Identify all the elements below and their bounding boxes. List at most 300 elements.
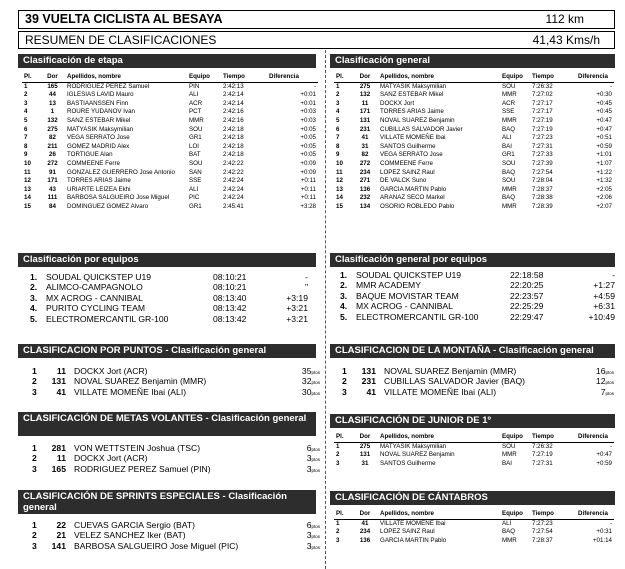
points-value: 3 [306, 530, 312, 541]
rider-name: MATYASIK Maksymilian [380, 82, 447, 90]
time: 7:26:32 [532, 82, 553, 90]
rank: 1 [24, 82, 28, 90]
rank: 1. [30, 272, 38, 282]
bib: 234 [359, 168, 371, 176]
rider-name: NOVAL SUAREZ Benjamin [380, 451, 455, 459]
difference: +0:45 [596, 108, 612, 116]
time: 2:45:41 [223, 202, 244, 210]
team-code: ALI [502, 519, 512, 527]
list-item [340, 301, 615, 311]
difference: +6:31 [593, 301, 615, 312]
time: 2:42:14 [223, 91, 244, 99]
points-unit: ptos [605, 370, 614, 375]
general-table [334, 73, 614, 212]
time: 7:27:54 [532, 168, 553, 176]
list-item [32, 366, 320, 376]
difference: +0:11 [300, 185, 316, 193]
points-unit: ptos [311, 524, 320, 529]
points [307, 541, 320, 553]
bib: 275 [359, 442, 371, 450]
rank: 14 [336, 194, 343, 202]
rank: 4. [30, 303, 38, 314]
bib: 11 [56, 453, 66, 464]
table-row [334, 186, 614, 195]
list-item [30, 282, 320, 292]
rank: 1 [32, 366, 37, 376]
difference: +0:05 [300, 134, 316, 142]
bib: 165 [51, 463, 66, 474]
time: 7:26:32 [532, 442, 553, 450]
time: 7:27:19 [532, 116, 553, 124]
list-item [340, 280, 615, 290]
table-row [22, 82, 318, 91]
difference: - [313, 82, 316, 90]
rank: 10 [336, 159, 343, 167]
bib: 136 [359, 185, 371, 193]
time: 7:27:54 [532, 528, 553, 536]
rider-name: MATYASIK Maksymilian [380, 442, 447, 450]
difference: +01:14 [592, 536, 612, 544]
bib: 22 [56, 520, 66, 530]
difference: +0:11 [300, 194, 316, 202]
points-unit: ptos [311, 380, 320, 386]
rank: 15 [24, 202, 31, 210]
rider-name: GARCIA MARTIN Pablo [380, 185, 447, 193]
col-diff: Diferencia [578, 73, 608, 80]
time: 7:27:31 [532, 142, 553, 150]
table-row [334, 442, 614, 451]
bib: 31 [361, 459, 369, 467]
difference: +1:32 [596, 177, 612, 185]
rank: 3 [336, 536, 340, 544]
bib: 1 [50, 108, 55, 116]
table-row [334, 194, 614, 203]
list-item [32, 376, 320, 386]
time: 2:42:18 [223, 151, 244, 159]
points [307, 464, 320, 476]
table-header-row [334, 73, 614, 82]
section-teams-general: Clasificación general por equipos [330, 253, 615, 267]
bib: 136 [359, 536, 371, 544]
col-team: Equipo [502, 73, 523, 80]
rank: 2. [30, 282, 38, 293]
table-row [22, 117, 318, 126]
rider-name: TORTIGUE Alan [67, 151, 113, 159]
bib: 232 [359, 194, 371, 202]
rider-name: GARCIA MARTIN Pablo [380, 536, 447, 544]
team-code: LOI [189, 142, 199, 150]
rider-name: CUBILLAS SALVADOR Javier [380, 125, 463, 133]
rank: 1 [336, 519, 340, 527]
time: 2:42:18 [223, 125, 244, 133]
col-time: Tiempo [223, 73, 245, 80]
team-name: PURITO CYCLING TEAM [46, 303, 146, 314]
difference: +4:59 [593, 290, 615, 301]
race-title: 39 VUELTA CICLISTA AL BESAYA [25, 12, 223, 26]
junior-table [334, 433, 614, 468]
team-code: ALI [189, 91, 199, 99]
table-row [334, 134, 614, 143]
rank: 2 [342, 376, 347, 387]
rider-name: BARBOSA SALGUEIRO Jose Miguel [67, 194, 170, 202]
rank: 2 [32, 453, 37, 464]
col-team: Equipo [502, 433, 523, 440]
bib: 165 [47, 82, 58, 90]
time: 7:27:19 [532, 451, 553, 459]
table-row [22, 134, 318, 143]
difference: +2:06 [596, 194, 612, 202]
team-code: SOU [502, 442, 516, 450]
rider-name: VON WETTSTEIN Joshua (TSC) [74, 443, 201, 453]
table-header-row [334, 433, 614, 442]
time: 7:28:38 [532, 194, 553, 202]
rank: 5 [24, 116, 28, 124]
rank: 13 [336, 185, 343, 193]
team-code: SOU [502, 159, 516, 167]
time: 7:28:04 [532, 177, 553, 185]
section-general: Clasificación general [330, 54, 615, 68]
bib: 111 [47, 194, 58, 202]
col-pl: Pl. [336, 510, 344, 517]
col-team: Equipo [189, 73, 210, 80]
team-code: BAQ [502, 125, 516, 133]
rank: 4 [24, 108, 28, 116]
rank: 15 [336, 202, 343, 210]
team-code: BAT [189, 151, 201, 159]
time: 2:42:24 [223, 185, 244, 193]
rider-name: TORRES ARIAS Jaime [67, 177, 131, 185]
time: 7:27:31 [532, 459, 553, 467]
time: 22:23:57 [510, 290, 544, 301]
teams-general-list [340, 270, 615, 322]
points-value: 30 [301, 386, 312, 397]
col-name: Apellidos, nombre [380, 73, 434, 80]
rider-name: VEGA SERRATO Jose [380, 151, 443, 159]
points-list [32, 366, 320, 397]
rank: 1. [340, 270, 348, 280]
rank: 3. [30, 292, 38, 303]
rank: 3 [336, 99, 340, 107]
list-item [342, 366, 614, 376]
col-team: Equipo [502, 510, 523, 517]
points-value: 6 [306, 520, 312, 530]
team-code: GR1 [502, 151, 515, 159]
points-value: 16 [595, 366, 606, 376]
difference: +1:27 [593, 280, 615, 291]
table-row [22, 143, 318, 152]
list-item [342, 387, 614, 397]
rider-name: NOVAL SUAREZ Benjamin (MMR) [74, 376, 207, 387]
difference: +2:07 [596, 202, 612, 210]
team-code: ACR [502, 99, 516, 107]
col-dor: Dor [47, 73, 58, 80]
bib: 141 [51, 540, 66, 551]
table-row [334, 108, 614, 117]
points-value: 3 [306, 463, 312, 474]
bib: 91 [49, 168, 56, 176]
table-row [22, 126, 318, 135]
points-value: 12 [595, 376, 606, 387]
team-code: BAI [502, 142, 512, 150]
time: 2:42:22 [223, 168, 244, 176]
time: 2:42:16 [223, 108, 244, 116]
rider-name: RODRIGUEZ PEREZ Samuel [67, 82, 150, 90]
difference: +0:30 [596, 91, 612, 99]
difference: +0:11 [300, 177, 316, 185]
rank: 2 [336, 91, 340, 99]
rider-name: URIARTE LEIZEA Ekhi [67, 185, 131, 193]
difference: +1:07 [596, 159, 612, 167]
summary-title-box [18, 31, 615, 49]
difference: +1:22 [596, 168, 612, 176]
rider-name: GOMEZ MADRID Alex [67, 142, 130, 150]
team-name: MX ACROG - CANNIBAL [356, 301, 453, 312]
time: 08:10:21 [213, 272, 247, 282]
table-row [334, 160, 614, 169]
points-unit: ptos [605, 380, 614, 386]
team-code: ACR [189, 99, 203, 107]
time: 7:27:39 [532, 159, 553, 167]
table-row [22, 108, 318, 117]
time: 22:20:25 [510, 280, 544, 291]
rank: 14 [24, 194, 31, 202]
rank: 3 [32, 386, 37, 397]
rank: 1 [32, 520, 37, 530]
team-code: SOU [502, 177, 516, 185]
difference: +0:03 [300, 116, 316, 124]
difference: +0:09 [300, 159, 316, 167]
rider-name: DOCKX Jort [380, 99, 415, 107]
time: 2:42:18 [223, 142, 244, 150]
team-name: BAQUE MOVISTAR TEAM [356, 290, 459, 301]
list-item [30, 303, 320, 313]
rider-name: DOMINGUEZ GOMEZ Alvaro [67, 202, 149, 210]
col-pl: Pl. [24, 73, 32, 80]
points [601, 387, 614, 399]
table-row [334, 203, 614, 212]
table-row [334, 451, 614, 460]
bib: 41 [361, 134, 369, 142]
table-row [22, 186, 318, 195]
list-item [30, 272, 320, 282]
team-code: GR1 [189, 202, 202, 210]
rider-name: NOVAL SUAREZ Benjamin (MMR) [384, 366, 517, 376]
rider-name: VEGA SERRATO Jose [67, 134, 130, 142]
difference: +2:05 [596, 185, 612, 193]
rider-name: SANZ ESTEBAR Mikel [380, 91, 444, 99]
rank: 4 [336, 108, 340, 116]
rank: 2 [32, 530, 37, 541]
bib: 132 [47, 116, 58, 124]
rider-name: SANTOS Guilherme [380, 459, 436, 467]
bib: 41 [366, 386, 376, 397]
difference: +0:01 [300, 91, 316, 99]
team-code: GR1 [189, 134, 202, 142]
list-item [340, 312, 615, 322]
team-code: BAQ [502, 168, 516, 176]
difference: +3:21 [286, 313, 308, 324]
section-sprints: CLASIFICACIÓN DE SPRINTS ESPECIALES - Clasificación general [18, 490, 316, 514]
table-row [22, 177, 318, 186]
points-value: 3 [306, 453, 312, 464]
time: 7:27:23 [532, 519, 553, 527]
bib: 131 [359, 451, 371, 459]
column-divider [325, 50, 326, 569]
bib: 11 [56, 366, 66, 376]
time: 22:18:58 [510, 270, 544, 280]
team-code: ALI [189, 185, 199, 193]
rank: 1 [336, 82, 340, 90]
points-unit: ptos [605, 390, 614, 396]
points-unit: ptos [311, 544, 320, 550]
stage-table [22, 73, 318, 212]
rank: 2. [340, 280, 348, 291]
bib: 82 [361, 151, 369, 159]
rider-name: LOPEZ SAINZ Raul [380, 528, 435, 536]
team-code: SSE [502, 108, 515, 116]
table-row [22, 160, 318, 169]
table-row [22, 194, 318, 203]
team-code: PIC [189, 194, 200, 202]
rank: 5 [336, 116, 340, 124]
list-item [340, 291, 615, 301]
rider-name: IGLESIAS LAVID Mauro [67, 91, 134, 99]
rider-name: VILLATE MOMEÑE Ibai (ALI) [384, 386, 497, 397]
section-cantabros: CLASIFICACIÓN DE CÁNTABROS [330, 491, 615, 505]
bib: 26 [49, 151, 56, 159]
rank: 4. [340, 301, 348, 312]
col-diff: Diferencia [578, 510, 608, 517]
table-row [334, 91, 614, 100]
bib: 134 [359, 202, 371, 210]
team-code: BAQ [502, 194, 516, 202]
rider-name: RODRIGUEZ PEREZ Samuel (PIN) [74, 463, 211, 474]
bib: 275 [359, 82, 371, 90]
difference: +0:47 [596, 451, 612, 459]
time: 7:27:23 [532, 134, 553, 142]
rank: 6 [336, 125, 340, 133]
points-value: 6 [306, 443, 312, 453]
rank: 8 [24, 142, 28, 150]
bib: 84 [49, 202, 56, 210]
time: 2:42:14 [223, 99, 244, 107]
time: 2:42:22 [223, 159, 244, 167]
team-code: MMR [502, 185, 517, 193]
table-row [334, 143, 614, 152]
team-name: MX ACROG - CANNIBAL [46, 292, 143, 303]
points-value: 7 [600, 386, 606, 397]
rank: 1 [342, 366, 347, 376]
bib: 211 [47, 142, 58, 150]
table-header-row [22, 73, 318, 82]
bib: 41 [56, 386, 66, 397]
list-item [32, 464, 320, 474]
rank: 3 [24, 99, 28, 107]
time: 2:42:18 [223, 134, 244, 142]
rank: 7 [336, 134, 340, 142]
list-item [32, 387, 320, 397]
team-name: SOUDAL QUICKSTEP U19 [46, 272, 152, 282]
rank: 7 [24, 134, 28, 142]
table-row [334, 151, 614, 160]
sprints-list [32, 520, 320, 551]
rank: 12 [24, 177, 31, 185]
col-pl: Pl. [336, 73, 344, 80]
time: 7:27:17 [532, 99, 553, 107]
rank: 3 [342, 386, 347, 397]
bib: 281 [51, 443, 66, 453]
difference: +3:21 [286, 303, 308, 314]
table-row [22, 100, 318, 109]
difference: +0:09 [300, 168, 316, 176]
table-row [22, 91, 318, 100]
time: 08:10:21 [213, 282, 247, 293]
mountain-list [342, 366, 614, 397]
team-code: MMR [502, 91, 517, 99]
difference: +10:49 [588, 311, 615, 322]
time: 7:28:37 [532, 536, 553, 544]
rank: 2 [336, 451, 340, 459]
difference: +0:47 [596, 116, 612, 124]
difference: +0:03 [300, 108, 316, 116]
team-code: SSE [189, 177, 202, 185]
bib: 272 [359, 159, 371, 167]
rank: 10 [24, 159, 31, 167]
rider-name: CUEVAS GARCIA Sergio (BAT) [74, 520, 195, 530]
time: 7:28:39 [532, 202, 553, 210]
bib: 131 [51, 376, 66, 387]
col-pl: Pl. [336, 433, 344, 440]
difference: +0:05 [300, 125, 316, 133]
list-item [340, 270, 615, 280]
team-code: SOU [502, 82, 516, 90]
time: 7:27:19 [532, 125, 553, 133]
rank: 12 [336, 177, 343, 185]
difference: +0:31 [596, 528, 612, 536]
points-value: 35 [301, 366, 312, 376]
bib: 131 [361, 366, 376, 376]
time: 7:28:37 [532, 185, 553, 193]
bib: 171 [359, 108, 371, 116]
time: 22:25:29 [510, 301, 544, 312]
rider-name: GONZALEZ GUERRERO Jose Antonio [67, 168, 175, 176]
time: 08:13:40 [213, 292, 247, 303]
col-time: Tiempo [532, 510, 554, 517]
points-unit: ptos [311, 457, 320, 463]
teams-stage-list [30, 272, 320, 324]
difference: +0:45 [596, 99, 612, 107]
summary-title: RESUMEN DE CLASIFICACIONES [25, 33, 217, 47]
bib: 82 [49, 134, 56, 142]
col-dor: Dor [359, 510, 371, 517]
difference: - [612, 270, 615, 280]
cantabros-table [334, 510, 614, 545]
section-metas: CLASIFICACIÓN DE METAS VOLANTES - Clasificación general [18, 412, 316, 436]
section-points: CLASIFICACION POR PUNTOS - Clasificación general [18, 344, 316, 358]
col-diff: Diferencia [578, 433, 608, 440]
difference: +3:19 [286, 292, 308, 303]
bib: 13 [49, 99, 56, 107]
rider-name: ROURE YUDANOV Ivan [67, 108, 135, 116]
team-name: ALIMCO-CAMPAGNOLO [46, 282, 143, 293]
rider-name: DOCKX Jort (ACR) [74, 453, 148, 464]
rider-name: COMMEENE Ferre [67, 159, 120, 167]
points-unit: ptos [311, 467, 320, 473]
table-row [334, 537, 614, 546]
table-row [334, 126, 614, 135]
bib: 171 [47, 177, 58, 185]
section-junior: CLASIFICACIÓN DE JUNIOR DE 1º [330, 414, 615, 428]
